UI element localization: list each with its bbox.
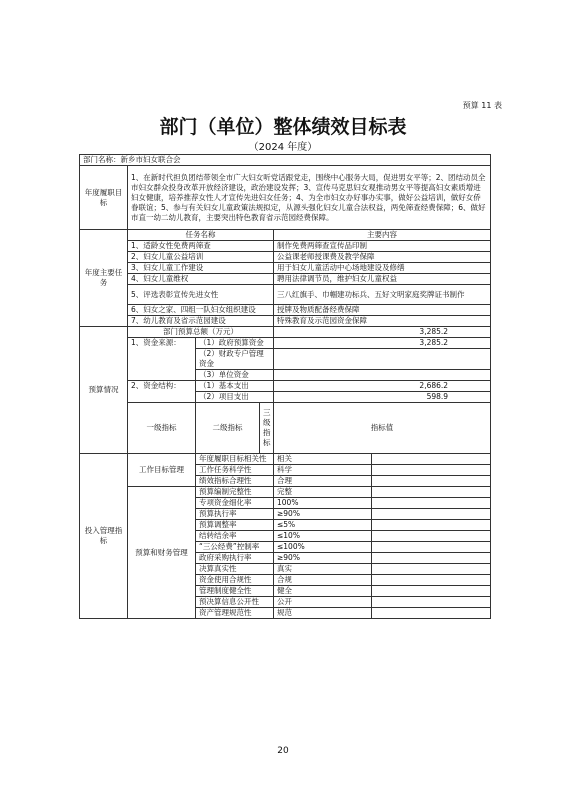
indicator-l3: 预算执行率: [196, 509, 274, 520]
budget-row-value: [274, 370, 491, 381]
page-label: 预算 11 表: [462, 101, 502, 110]
indicator-desc: [372, 531, 491, 542]
indicator-value: 健全: [274, 586, 372, 597]
indicator-l3: 资金使用合规性: [196, 575, 274, 586]
indicator-header-l3: 三级指标: [260, 403, 274, 454]
task-content: 公益课老师授课费及教学保障: [274, 252, 491, 263]
indicator-header-l2: 二级指标: [196, 403, 260, 454]
page-number: 20: [277, 746, 289, 756]
indicator-l3: “三公经费”控制率: [196, 542, 274, 553]
task-content: 三八红旗手、巾帼建功标兵、五好文明家庭奖牌证书制作: [274, 285, 491, 305]
task-row: [80, 263, 491, 274]
task-name: 4、妇女儿童维权: [128, 274, 274, 285]
indicator-l3: 专项资金细化率: [196, 498, 274, 509]
tasks-col-name: 任务名称: [128, 230, 274, 241]
tasks-header-row: [80, 230, 491, 241]
indicator-l3: 资产管理规范性: [196, 608, 274, 619]
indicator-l3: 政府采购执行率: [196, 553, 274, 564]
task-content: 授牌及物质配备经费保障: [274, 305, 491, 316]
indicator-l3: 预决算信息公开性: [196, 597, 274, 608]
task-content: 聘用法律调节员，维护妇女儿童权益: [274, 274, 491, 285]
duties-label: 年度履职目标: [80, 166, 128, 230]
indicator-l3: 年度履职目标相关性: [196, 454, 274, 465]
budget-row-label: （2）项目支出: [196, 392, 274, 403]
task-row: [80, 285, 491, 305]
budget-row-value: [274, 349, 491, 370]
budget-row: [80, 338, 491, 349]
tasks-label: 年度主要任务: [80, 230, 128, 327]
indicator-value: ≤5%: [274, 520, 372, 531]
budget-total-row: [80, 327, 491, 338]
task-content: 用于妇女儿童活动中心场地建设及修缮: [274, 263, 491, 274]
indicator-value: 合规: [274, 575, 372, 586]
indicator-l3: 预算编制完整性: [196, 487, 274, 498]
budget-row-value: 3,285.2: [274, 338, 491, 349]
indicator-value: 相关: [274, 454, 372, 465]
task-name: 2、妇女儿童公益培训: [128, 252, 274, 263]
tasks-col-content: 主要内容: [274, 230, 491, 241]
indicator-row: [80, 454, 491, 465]
indicator-header-row: [80, 403, 491, 454]
unit-name-row: [80, 155, 491, 166]
task-row: [80, 316, 491, 327]
budget-source-label: 1、资金来源：: [128, 338, 196, 381]
page-title: 部门（单位）整体绩效目标表: [159, 116, 407, 138]
budget-row-value: 598.9: [274, 392, 491, 403]
indicator-value: 完整: [274, 487, 372, 498]
budget-row-label: （3）单位资金: [196, 370, 274, 381]
task-name: 5、评选表彰宣传先进女性: [128, 285, 274, 305]
budget-label: 预算情况: [80, 327, 128, 454]
duties-text: 1、在新时代担负团结带领全市广大妇女听党话跟党走，围绕中心服务大局，促进男女平等；2、团结动员全市妇女群众投身改革开放经济建设，政治建设发挥；3、宣传马克思妇女观推动男女平等提高妇女素质增进妇女健康，培养推荐女性人才宣传先进妇女任务；4、为全市妇女办好事办实事，做好公益培训，做好女侨眷联谊；5、参与有关妇女儿童政策法规拟定，从源头强化妇女儿童合法权益，两免筛查经费保障；6、做好市直一幼二幼儿教育，主要突出特色教育省示范园经费保障。: [128, 166, 491, 230]
budget-row-label: （1）政府预算资金: [196, 338, 274, 349]
duties-row: [80, 166, 491, 230]
budget-total-label: 部门预算总额（万元）: [128, 327, 274, 338]
indicator-value: ≤10%: [274, 531, 372, 542]
year-label: （2024 年度）: [248, 142, 318, 153]
indicator-desc: [372, 586, 491, 597]
indicator-l3: 工作任务科学性: [196, 465, 274, 476]
budget-row-value: 2,686.2: [274, 381, 491, 392]
indicator-row: [80, 487, 491, 498]
indicator-desc: [372, 476, 491, 487]
indicator-desc: [372, 575, 491, 586]
task-name: 3、妇女儿童工作建设: [128, 263, 274, 274]
indicator-value: 真实: [274, 564, 372, 575]
performance-table: [79, 154, 491, 619]
budget-row: [80, 381, 491, 392]
indicator-l3: 结转结余率: [196, 531, 274, 542]
indicator-header-value: 指标值: [274, 403, 491, 454]
indicator-value: ≥90%: [274, 509, 372, 520]
indicator-value: ≥90%: [274, 553, 372, 564]
indicator-desc: [372, 509, 491, 520]
task-row: [80, 274, 491, 285]
indicator-l3: 绩效指标合理性: [196, 476, 274, 487]
task-content: 特殊教育及示范园资金保障: [274, 316, 491, 327]
task-row: [80, 305, 491, 316]
indicator-l2: 预算和财务管理: [128, 487, 196, 619]
task-content: 制作免费两筛查宣传品印制: [274, 241, 491, 252]
indicator-value: ≤100%: [274, 542, 372, 553]
task-row: [80, 252, 491, 263]
budget-row-label: （1）基本支出: [196, 381, 274, 392]
budget-row-label: （2）财政专户管理资金: [196, 349, 274, 370]
indicator-value: 科学: [274, 465, 372, 476]
indicator-l3: 管理制度健全性: [196, 586, 274, 597]
indicator-desc: [372, 542, 491, 553]
indicator-header-l1: 一级指标: [128, 403, 196, 454]
indicator-desc: [372, 454, 491, 465]
budget-struct-label: 2、资金结构：: [128, 381, 196, 403]
indicator-desc: [372, 465, 491, 476]
indicator-desc: [372, 553, 491, 564]
indicator-desc: [372, 608, 491, 619]
indicator-value: 100%: [274, 498, 372, 509]
indicator-desc: [372, 564, 491, 575]
indicator-desc: [372, 520, 491, 531]
indicator-desc: [372, 597, 491, 608]
indicator-value: 规范: [274, 608, 372, 619]
unit-name: 部门名称：新乡市妇女联合会: [80, 155, 491, 166]
indicator-l2: 工作目标管理: [128, 454, 196, 487]
task-row: [80, 241, 491, 252]
indicator-l3: 决算真实性: [196, 564, 274, 575]
indicator-value: 公开: [274, 597, 372, 608]
indicator-desc: [372, 498, 491, 509]
indicator-l1: 投入管理指标: [80, 454, 128, 619]
task-name: 1、适龄女性免费两筛查: [128, 241, 274, 252]
indicator-desc: [372, 487, 491, 498]
budget-total-value: 3,285.2: [274, 327, 491, 338]
task-name: 7、幼儿教育及省示范园建设: [128, 316, 274, 327]
indicator-l3: 预算调整率: [196, 520, 274, 531]
indicator-value: 合理: [274, 476, 372, 487]
task-name: 6、妇女之家、四组一队妇女组织建设: [128, 305, 274, 316]
